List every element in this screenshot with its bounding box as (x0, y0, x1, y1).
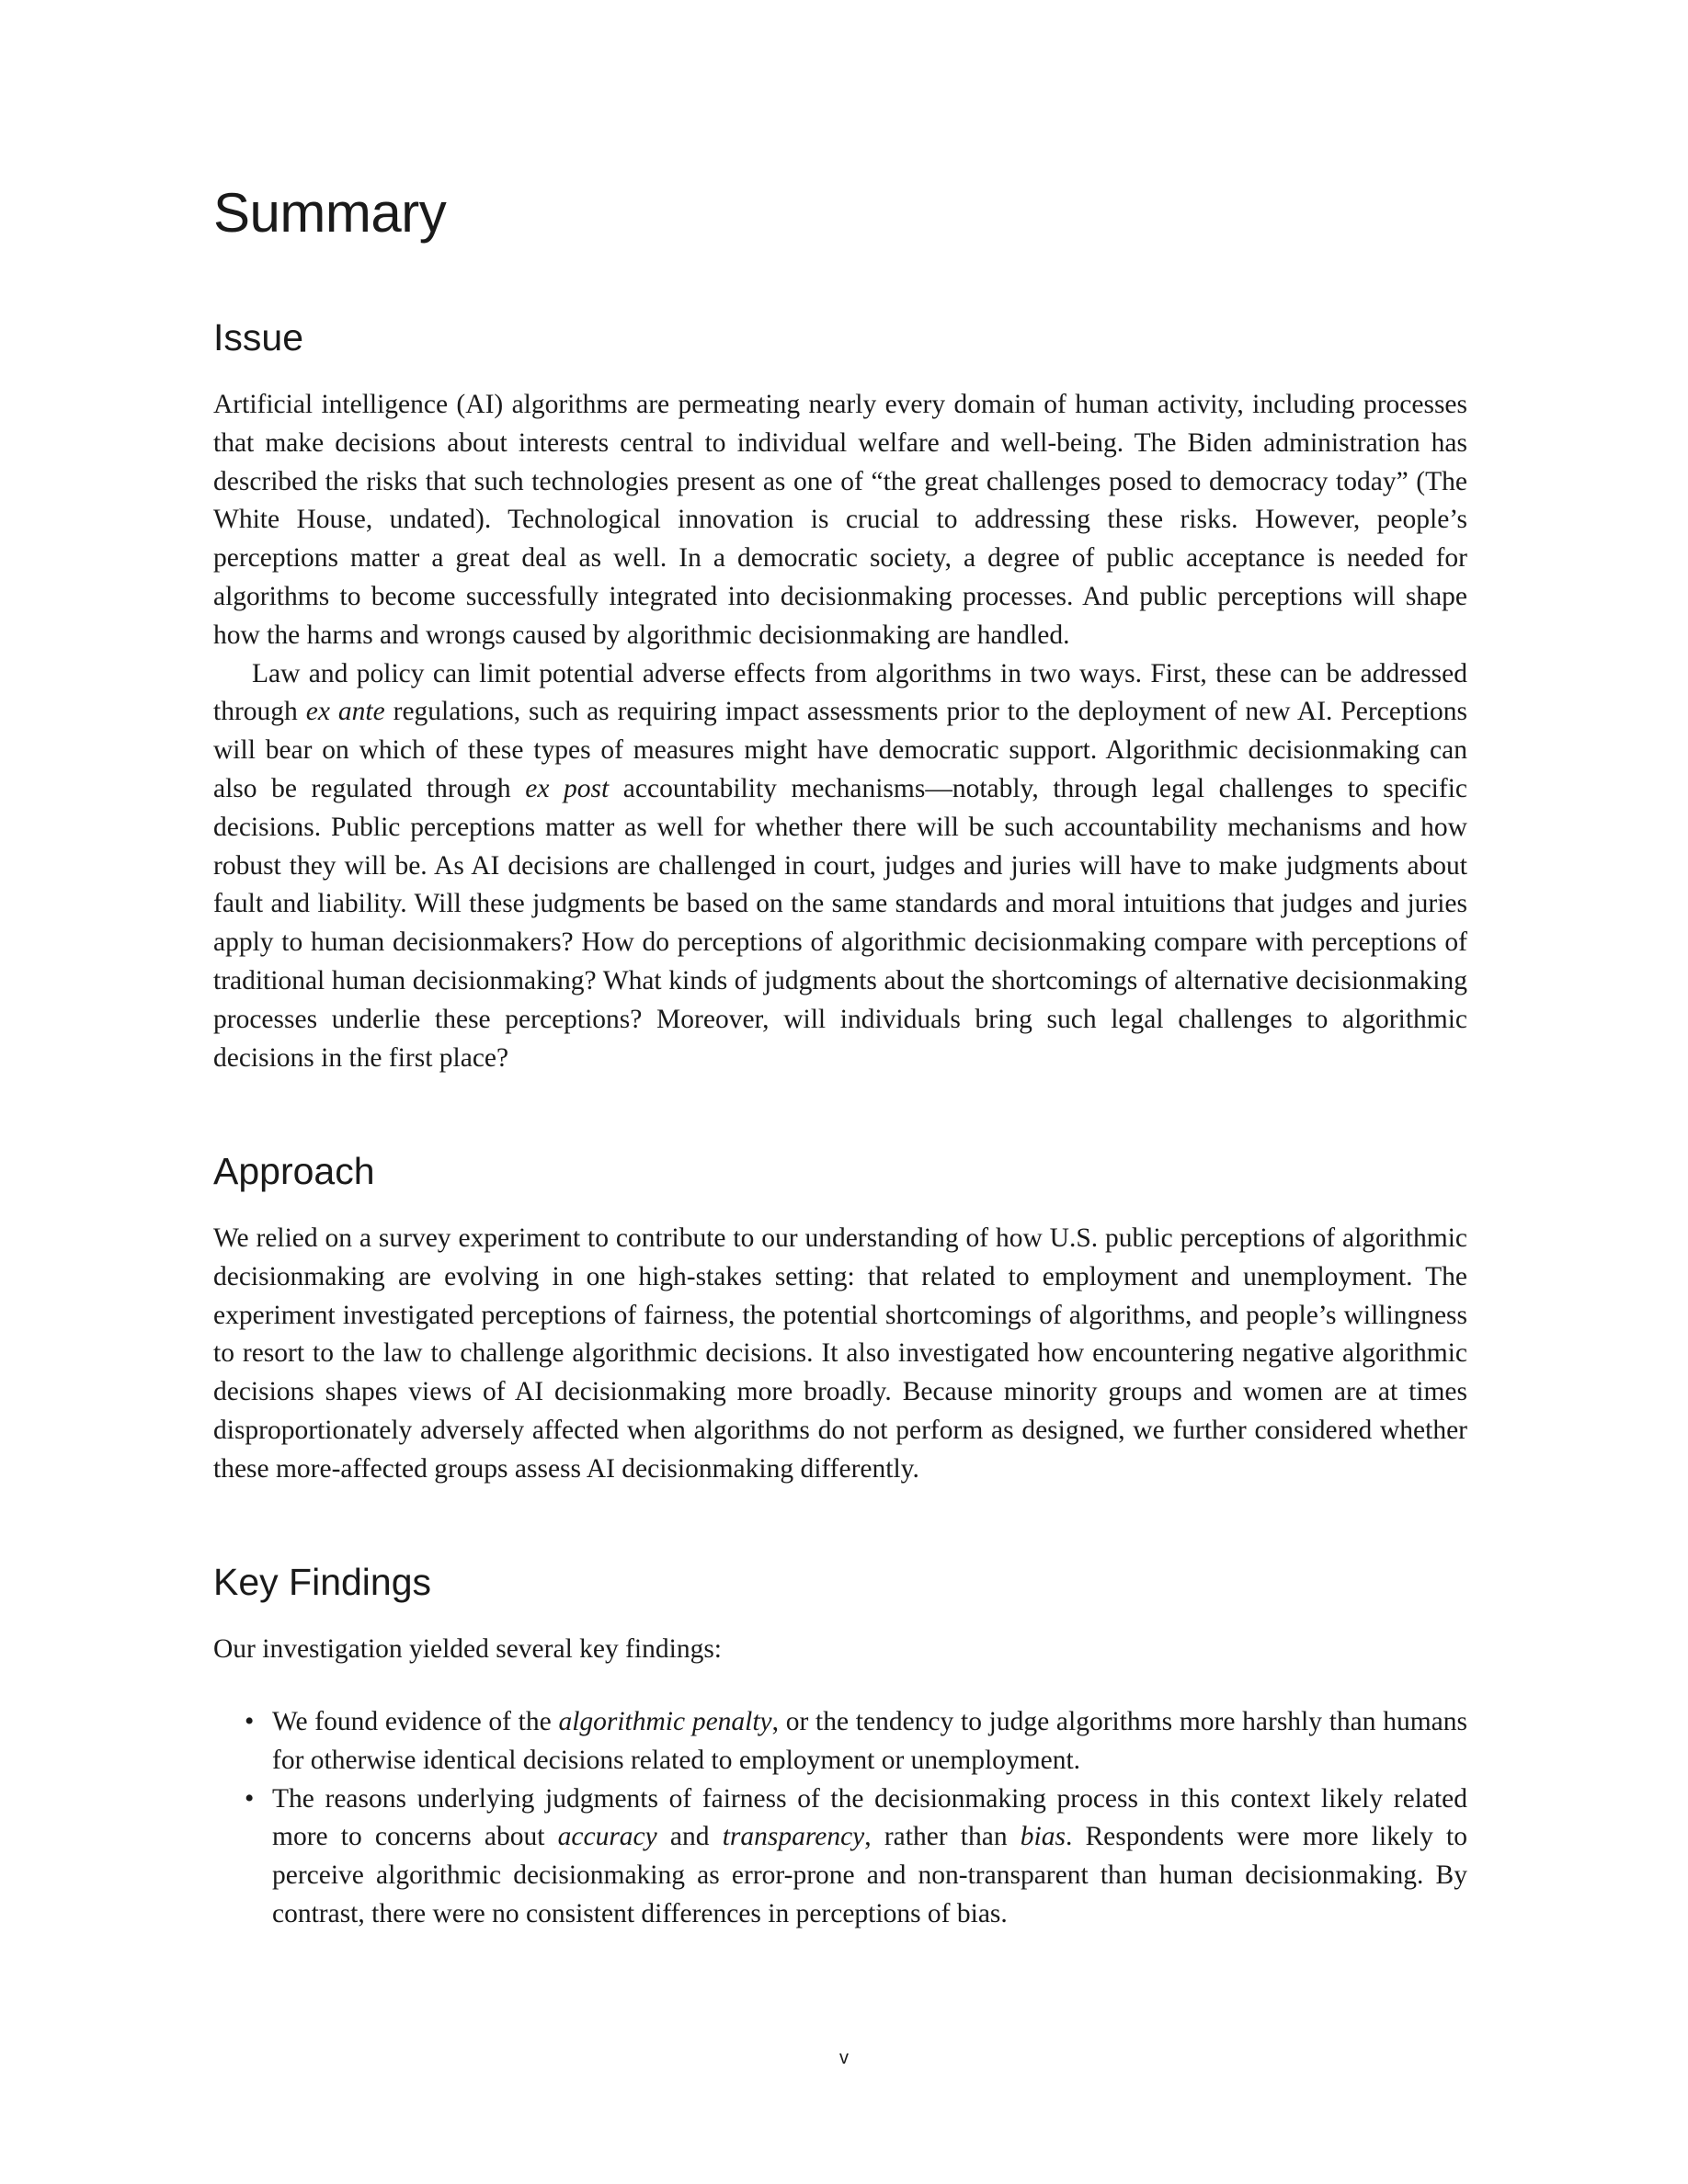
finding-1-text-a: We found evidence of the (272, 1707, 559, 1736)
findings-intro (213, 1631, 1467, 1669)
findings-list (213, 1703, 1467, 1934)
issue-p2-ex-post: ex post (525, 773, 610, 803)
finding-2-text-c: , rather than (864, 1822, 1021, 1852)
issue-p2-text-b: regulations, such as requiring impact assessments prior to the deployment of new AI. Perceptions will bear on which of these types of measures might have democratic support. Algorithmic decisionmaking can also be regulated through (213, 697, 1467, 803)
approach-heading: Approach (213, 1150, 375, 1192)
issue-paragraph-1: Artificial intelligence (AI) algorithms are permeating nearly every domain of human activity, including processes that make decisions about interests central to individual welfare and well-being. The Biden administration has described the risks that such technologies present as one of “the great challenges posed to democracy today” (The White House, undated). Technological innovation is crucial to addressing these risks. However, people’s perceptions matter a great deal as well. In a democratic society, a degree of public acceptance is needed for algorithms to become successfully integrated into decisionmaking processes. And public perceptions will shape how the harms and wrongs caused by algorithmic decisionmaking are handled. (213, 390, 1467, 650)
finding-2-text-a: The reasons underlying judgments of fairness of the decisionmaking process in this context likely related more to concerns about (272, 1783, 1467, 1852)
finding-2-text-b: and (656, 1822, 723, 1852)
finding-2-term-accuracy: accuracy (557, 1822, 657, 1852)
issue-p2-text-c: accountability mechanisms—notably, through legal challenges to specific decisions. Public perceptions matter as well for whether there will be such accountability mechanisms and how robust they will be. As AI decisions are challenged in court, judges and juries will have to make judgments about fault and liability. Will these judgments be based on the same standards and moral intuitions that judges and juries apply to human decisionmakers? How do perceptions of algorithmic decisionmaking compare with perceptions of traditional human decisionmaking? What kinds of judgments about the shortcomings of alternative decisionmaking processes underlie these perceptions? Moreover, will individuals bring such legal challenges to algorithmic decisions in the first place? (213, 773, 1467, 1073)
list-item (213, 1703, 1467, 1780)
list-item (213, 1780, 1467, 1934)
page-number: v (839, 2048, 849, 2068)
issue-p2-ex-ante: ex ante (305, 697, 385, 727)
issue-heading: Issue (213, 316, 303, 358)
approach-body (213, 1220, 1467, 1489)
findings-intro-text: Our investigation yielded several key findings: (213, 1634, 722, 1664)
finding-2-term-transparency: transparency (722, 1822, 865, 1852)
finding-1-term: algorithmic penalty (558, 1707, 772, 1736)
finding-2-term-bias: bias (1020, 1822, 1066, 1852)
page-title: Summary (213, 182, 447, 244)
issue-body (213, 386, 1467, 1077)
issue-p2-text-a: Law and policy can limit potential adverse effects from algorithms in two ways. First, these can be addressed through (213, 658, 1467, 727)
finding-1-text-b: , or the tendency to judge algorithms more harshly than humans for otherwise identical decisions related to employment or unemployment. (272, 1707, 1467, 1775)
issue-paragraph-2 (213, 655, 1467, 1078)
finding-2-text-d: . Respondents were more likely to perceive algorithmic decisionmaking as error-prone and non-transparent than human decisionmaking. By contrast, there were no consistent differences in perceptions of bias. (272, 1822, 1468, 1928)
findings-heading: Key Findings (213, 1561, 432, 1603)
approach-paragraph-1: We relied on a survey experiment to contribute to our understanding of how U.S. public perceptions of algorithmic decisionmaking are evolving in one high-stakes setting: that related to employment and unemployment. The experiment investigated perceptions of fairness, the potential shortcomings of algorithms, and people’s willingness to resort to the law to challenge algorithmic decisions. It also investigated how encountering negative algorithmic decisions shapes views of AI decisionmaking more broadly. Because minority groups and women are at times disproportionately adversely affected when algorithms do not perform as designed, we further considered whether these more-affected groups assess AI decisionmaking differently. (213, 1223, 1467, 1484)
findings-list-container (213, 1703, 1467, 1934)
